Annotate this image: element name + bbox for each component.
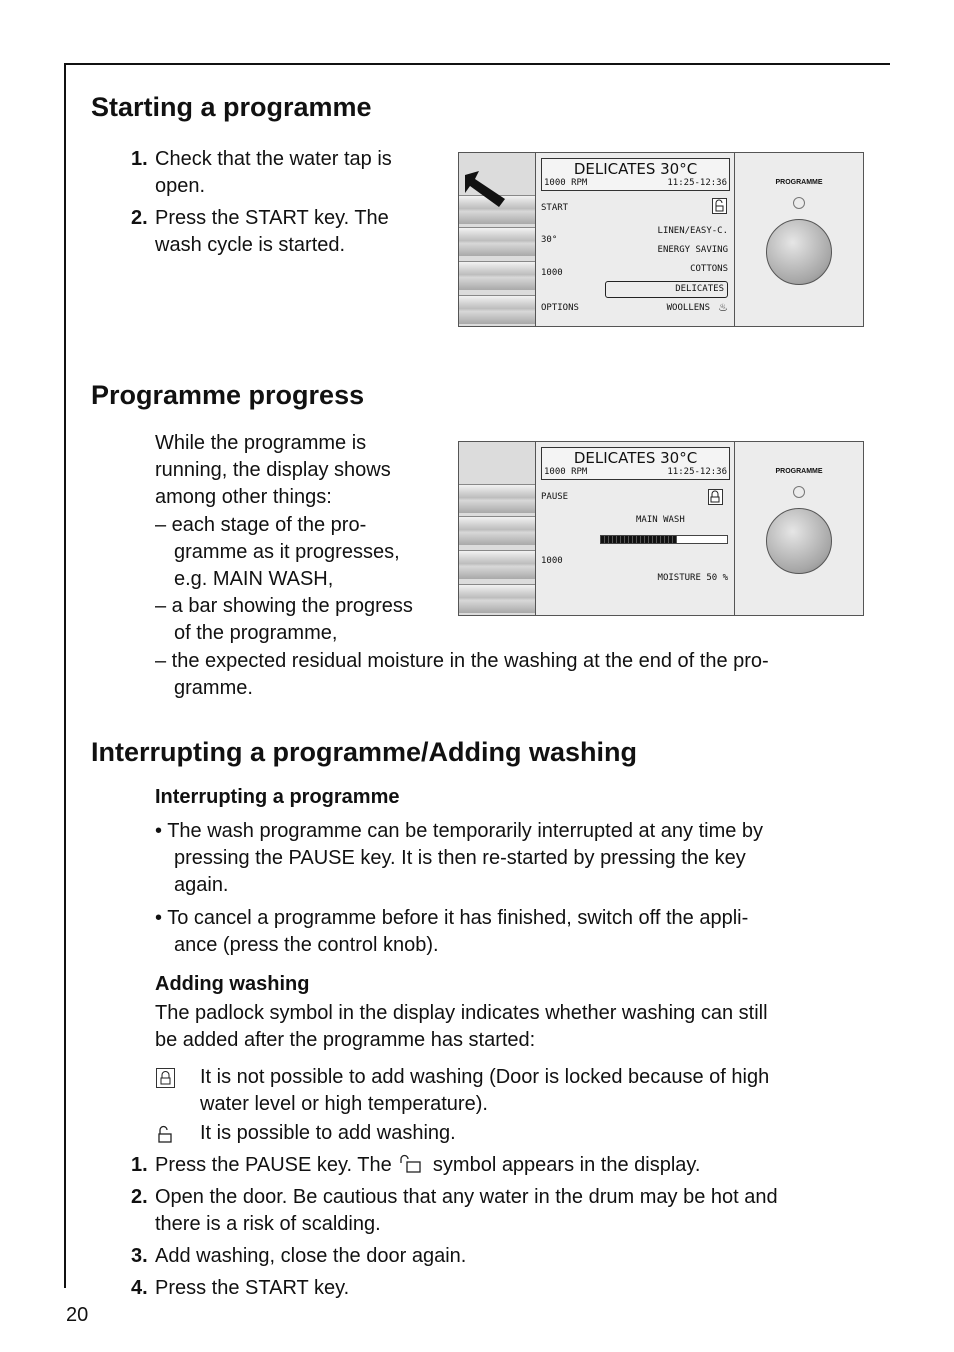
dash-item: – each stage of the pro- gramme as it progresses, e.g. MAIN WASH, <box>155 514 400 590</box>
lock-closed-text: It is not possible to add washing (Door is locked because of high water level or high temperature). <box>200 1066 770 1115</box>
step-number: 2. <box>131 1186 148 1208</box>
dash-item: – the expected residual moisture in the washing at the end of the pro- gramme. <box>155 650 769 699</box>
programme-knob[interactable] <box>766 508 832 574</box>
lcd-options-label: OPTIONS <box>541 303 579 313</box>
programme-option: WOOLLENS <box>666 303 710 313</box>
programme-option: COTTONS <box>690 264 728 274</box>
step-number: 3. <box>131 1245 148 1267</box>
frame-left-rule <box>64 63 66 1288</box>
time-readout: 11:25-12:36 <box>667 178 727 188</box>
control-panel-start <box>458 152 864 327</box>
step-text: Press the START key. The wash cycle is started. <box>155 207 389 256</box>
bullet-item: • The wash programme can be temporarily interrupted at any time by pressing the PAUSE key. It is then re-started by pressing the key again. <box>155 820 764 896</box>
adding-intro: The padlock symbol in the display indicates whether washing can still be added after the programme has started: <box>155 1002 768 1051</box>
control-area <box>735 153 863 326</box>
step-text: Press the PAUSE key. The symbol appears in the display. <box>155 1154 701 1176</box>
rpm-readout: 1000 RPM <box>544 467 588 477</box>
bullet-item: • To cancel a programme before it has finished, switch off the appli- ance (press the control knob). <box>155 907 749 956</box>
step-number: 1. <box>131 1154 148 1176</box>
subheading-interrupting: Interrupting a programme <box>155 786 400 808</box>
step-text: Press the START key. <box>155 1277 350 1299</box>
key[interactable] <box>459 584 535 613</box>
speed-key[interactable] <box>459 261 535 290</box>
programme-knob[interactable] <box>766 219 832 285</box>
speed-key[interactable] <box>459 550 535 579</box>
heading-starting-programme: Starting a programme <box>91 92 372 122</box>
progress-bar <box>600 535 728 544</box>
lcd-speed-label: 1000 <box>541 556 563 566</box>
lcd-header <box>541 447 730 480</box>
control-panel-progress <box>458 441 864 616</box>
padlock-closed-icon <box>156 1068 175 1088</box>
heading-interrupting: Interrupting a programme/Adding washing <box>91 737 638 767</box>
time-readout: 11:25-12:36 <box>667 467 727 477</box>
lcd-moisture: MOISTURE 50 % <box>657 573 728 583</box>
programme-label: PROGRAMME <box>775 179 823 186</box>
heading-programme-progress: Programme progress <box>91 380 365 410</box>
power-icon <box>793 486 805 498</box>
programme-title: DELICATES 30°C <box>573 449 698 467</box>
pause-key[interactable] <box>459 484 535 513</box>
page-number: 20 <box>66 1304 89 1326</box>
options-key[interactable] <box>459 295 535 324</box>
step-number: 4. <box>131 1277 148 1299</box>
panel-keys <box>459 153 536 326</box>
step-text: Check that the water tap is open. <box>155 148 392 197</box>
lcd-pause-label: PAUSE <box>541 492 569 502</box>
lcd-header <box>541 158 730 191</box>
rpm-readout: 1000 RPM <box>544 178 588 188</box>
frame-top-rule <box>64 63 890 65</box>
lcd-start-label: START <box>541 203 569 213</box>
lcd-speed-label: 1000 <box>541 268 563 278</box>
pointer-arrow-icon <box>461 169 509 209</box>
step-text: Open the door. Be cautious that any water in the drum may be hot and there is a risk of scalding. <box>155 1186 778 1235</box>
step-number: 2. <box>131 207 148 229</box>
temperature-key[interactable] <box>459 227 535 256</box>
panel-keys <box>459 442 536 615</box>
lock-open-text: It is possible to add washing. <box>200 1122 456 1144</box>
programme-option-selected: DELICATES <box>675 284 724 294</box>
control-area <box>735 442 863 615</box>
wool-icon: ♨ <box>718 302 728 314</box>
lcd-display <box>536 442 735 615</box>
programme-title: DELICATES 30°C <box>573 160 698 178</box>
power-icon <box>793 197 805 209</box>
programme-option: LINEN/EASY-C. <box>657 226 728 236</box>
padlock-closed-icon <box>708 489 723 505</box>
subheading-adding: Adding washing <box>155 973 310 995</box>
padlock-open-icon <box>397 1153 427 1175</box>
padlock-open-icon <box>712 198 727 214</box>
programme-label: PROGRAMME <box>775 468 823 475</box>
padlock-open-icon <box>156 1124 174 1144</box>
lcd-temp-label: 30° <box>541 235 558 245</box>
lcd-display <box>536 153 735 326</box>
key[interactable] <box>459 516 535 545</box>
lcd-stage: MAIN WASH <box>636 515 685 525</box>
programme-option: ENERGY SAVING <box>657 245 728 255</box>
progress-intro: While the programme is running, the display shows among other things: <box>155 432 391 508</box>
progress-bar-fill <box>601 536 677 543</box>
step-number: 1. <box>131 148 148 170</box>
step-text: Add washing, close the door again. <box>155 1245 467 1267</box>
dash-item: – a bar showing the progress of the programme, <box>155 595 413 644</box>
